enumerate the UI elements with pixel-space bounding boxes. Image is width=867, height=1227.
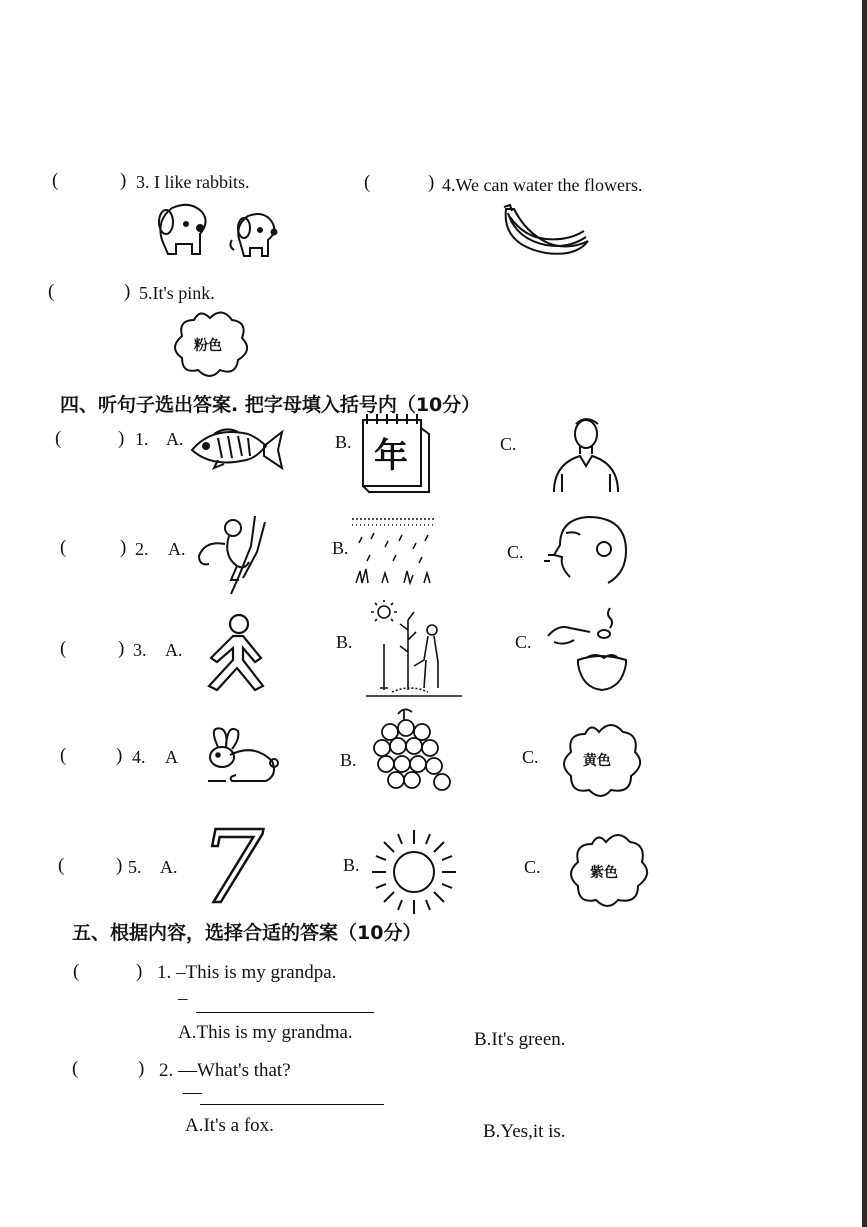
answer-paren-close: ) xyxy=(124,281,131,302)
flower-label: 粉色 xyxy=(194,338,222,354)
answer-paren-open: ( xyxy=(48,281,55,302)
bananas-illustration xyxy=(500,203,590,258)
option-b-label: B. xyxy=(336,632,353,652)
option-a-label: A xyxy=(165,747,178,767)
option-c-label: C. xyxy=(515,632,532,652)
option-b-text: B.Yes,it is. xyxy=(483,1121,566,1142)
answer-blank-line xyxy=(196,1012,374,1013)
row-2-number: 2. xyxy=(135,539,149,559)
answer-paren-close: ) xyxy=(428,172,435,193)
option-b-label: B. xyxy=(332,538,349,558)
flower-label: 黄色 xyxy=(583,753,611,769)
man-icon xyxy=(548,414,628,494)
fish-icon xyxy=(188,424,286,474)
page-edge-shadow xyxy=(862,0,867,1227)
monkey-icon xyxy=(195,512,277,597)
row-5-number: 5. xyxy=(128,857,142,877)
question-1-prompt: –This is my grandpa. xyxy=(176,962,337,983)
nose-face-icon xyxy=(540,515,635,585)
flower-label: 紫色 xyxy=(590,865,618,881)
section-4-heading: 四、听句子选出答案. 把字母填入括号内（10分） xyxy=(60,394,481,416)
answer-paren-open: ( xyxy=(60,638,67,659)
answer-paren-close: ) xyxy=(120,170,127,191)
walking-person-icon xyxy=(203,612,271,690)
number-seven-glyph: 7 xyxy=(200,809,264,926)
question-4-text: 4.We can water the flowers. xyxy=(442,175,643,195)
answer-dash: – xyxy=(178,988,188,1009)
option-c-label: C. xyxy=(507,542,524,562)
question-2-number: 2. xyxy=(159,1060,174,1081)
answer-paren-close: ) xyxy=(120,537,127,558)
row-3-number: 3. xyxy=(133,640,147,660)
dogs-illustration xyxy=(150,200,295,265)
answer-paren-open: ( xyxy=(60,537,67,558)
planting-tree-icon xyxy=(362,600,462,700)
answer-paren-close: ) xyxy=(118,638,125,659)
answer-paren-close: ) xyxy=(116,745,123,766)
option-a-label: A. xyxy=(168,539,186,559)
answer-paren-close: ) xyxy=(118,428,125,449)
row-1-number: 1. xyxy=(135,429,149,449)
answer-paren-open: ( xyxy=(60,745,67,766)
calendar-character: 年 xyxy=(374,436,408,476)
option-a-text: A.This is my grandma. xyxy=(178,1022,353,1043)
answer-paren-open: ( xyxy=(364,172,371,193)
eating-soup-icon xyxy=(546,606,634,694)
option-c-label: C. xyxy=(522,747,539,767)
question-1-number: 1. xyxy=(157,962,172,983)
answer-paren-open: ( xyxy=(72,1058,79,1079)
answer-paren-close: ) xyxy=(138,1058,145,1079)
option-b-label: B. xyxy=(340,750,357,770)
option-a-label: A. xyxy=(160,857,178,877)
answer-paren-open: ( xyxy=(55,428,62,449)
row-4-number: 4. xyxy=(132,747,146,767)
answer-paren-open: ( xyxy=(52,170,59,191)
rabbit-icon xyxy=(200,725,280,785)
rain-grass-icon xyxy=(352,515,434,587)
answer-blank-line xyxy=(200,1104,384,1105)
sun-icon xyxy=(372,828,457,913)
option-a-label: A. xyxy=(165,640,183,660)
question-2-prompt: —What's that? xyxy=(178,1060,291,1081)
option-b-label: B. xyxy=(343,855,360,875)
option-b-label: B. xyxy=(335,432,352,452)
answer-dash: — xyxy=(183,1082,202,1103)
answer-paren-close: ) xyxy=(136,961,143,982)
question-5-text: 5.It's pink. xyxy=(139,283,215,303)
option-a-label: A. xyxy=(166,429,184,449)
option-c-label: C. xyxy=(500,434,517,454)
option-c-label: C. xyxy=(524,857,541,877)
grapes-icon xyxy=(368,708,453,793)
section-5-heading: 五、根据内容，选择合适的答案（10分） xyxy=(72,922,422,944)
question-3-text: 3. I like rabbits. xyxy=(136,172,250,192)
answer-paren-close: ) xyxy=(116,855,123,876)
answer-paren-open: ( xyxy=(58,855,65,876)
option-a-text: A.It's a fox. xyxy=(185,1115,274,1136)
option-b-text: B.It's green. xyxy=(474,1029,566,1050)
answer-paren-open: ( xyxy=(73,961,80,982)
